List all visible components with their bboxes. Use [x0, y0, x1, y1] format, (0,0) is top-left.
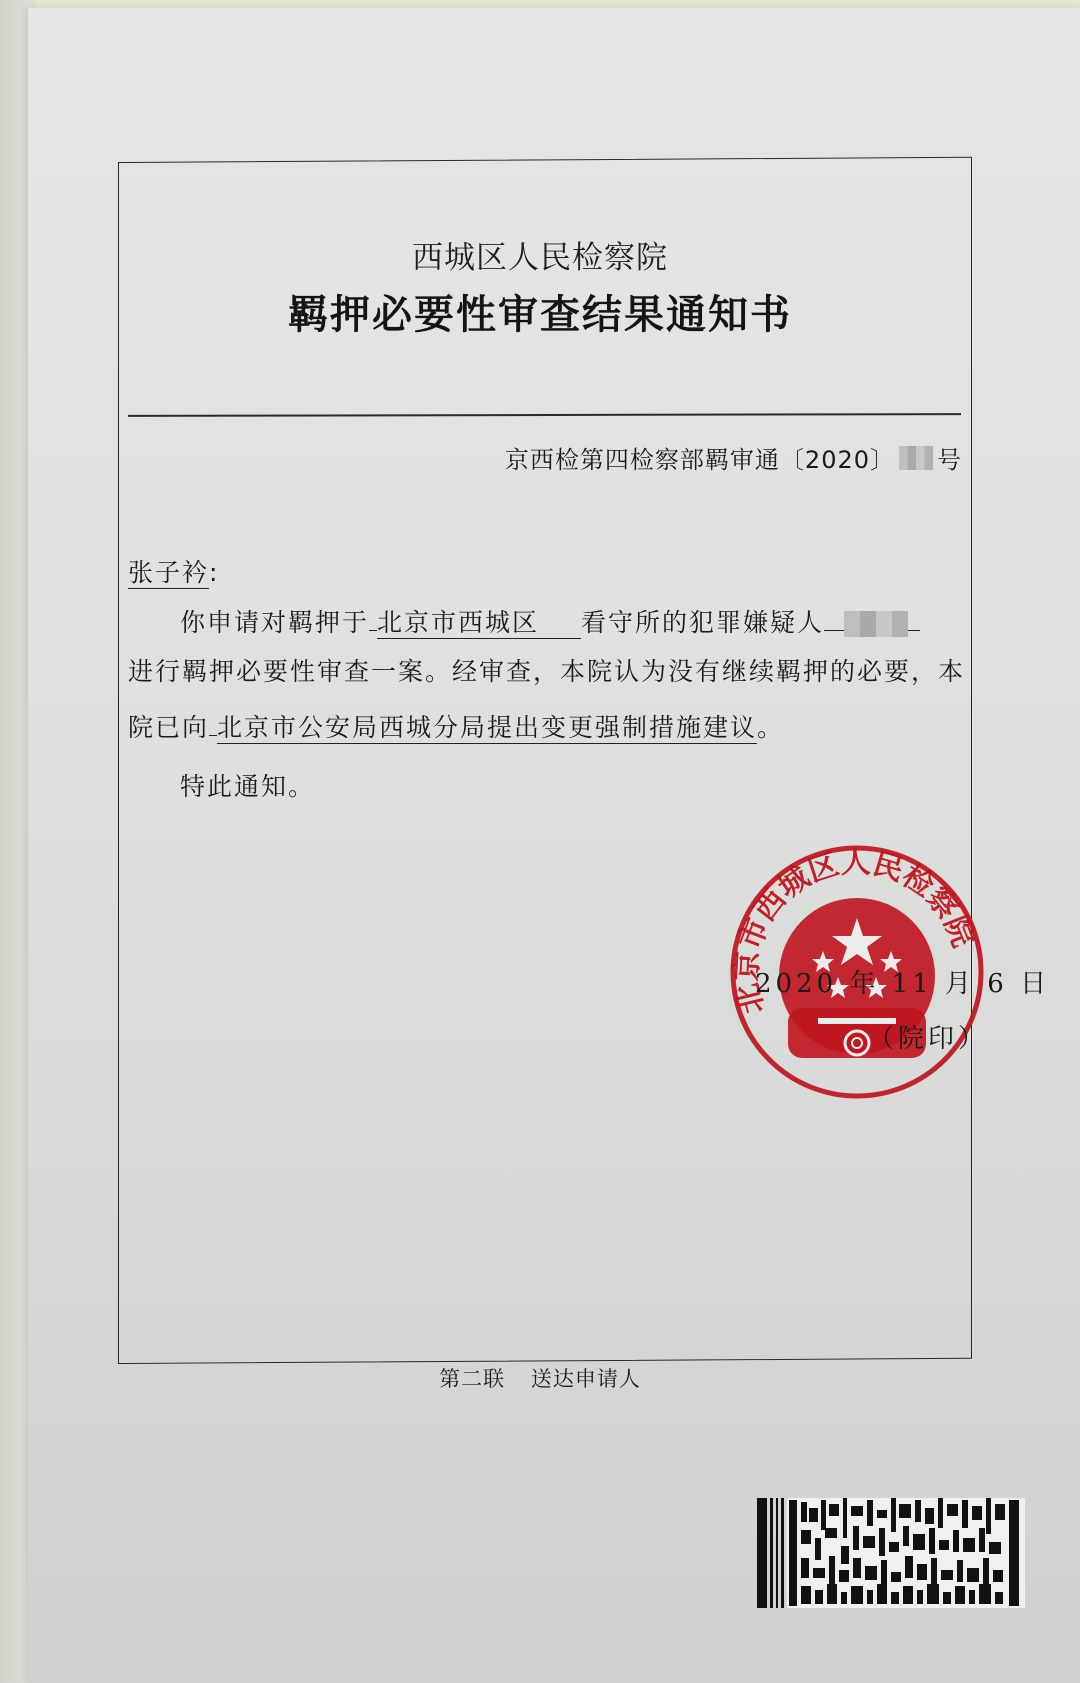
- document-title: 羁押必要性审查结果通知书: [288, 292, 792, 338]
- para3-text-a: 院已向: [128, 713, 210, 742]
- issuing-organization: 西城区人民检察院: [412, 240, 668, 276]
- svg-text:北京市西城区人民检察院: 北京市西城区人民检察院: [729, 845, 981, 1018]
- paragraph-line-3: [128, 708, 784, 744]
- recipient-action: 北京市公安局西城分局提出变更强制措施建议: [217, 713, 758, 742]
- addressee-colon: :: [209, 558, 220, 587]
- para1-text-b: 看守所的犯罪嫌疑人: [581, 608, 825, 637]
- detention-location: 北京市西城区: [377, 608, 581, 639]
- document-number-suffix: 号: [937, 446, 962, 474]
- para3-period: 。: [757, 713, 785, 742]
- paragraph-line-1: [180, 603, 920, 639]
- para1-text-a: 你申请对羁押于: [180, 608, 370, 637]
- redacted-number: [899, 446, 933, 470]
- closing-remark: 特此通知。: [180, 772, 316, 801]
- redacted-suspect-name: [844, 611, 908, 637]
- issue-date: 2020 年 11 月 6 日: [755, 969, 1051, 999]
- document-number-prefix: 京西检第四检察部羁审通〔2020〕: [504, 446, 895, 474]
- paragraph-line-2: 进行羁押必要性审查一案。经审查，本院认为没有继续羁押的必要，本: [128, 657, 966, 686]
- document-number: [505, 440, 962, 475]
- addressee-name: 张子衿: [128, 558, 210, 587]
- seal-label: （院印）: [868, 1024, 989, 1054]
- copy-designation: 第二联 送达申请人: [439, 1367, 641, 1391]
- pdf417-barcode: [757, 1498, 1025, 1608]
- addressee-line: [128, 553, 219, 589]
